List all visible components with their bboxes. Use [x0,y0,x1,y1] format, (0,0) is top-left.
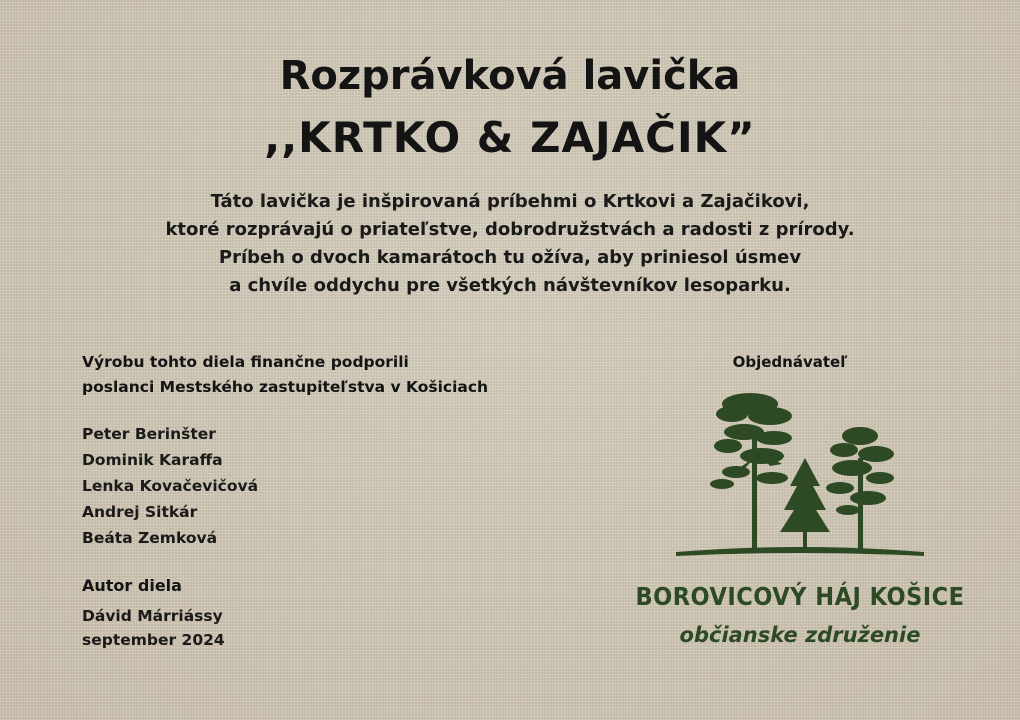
intro-line: Príbeh o dvoch kamarátoch tu ožíva, aby priniesol úsmev [218,247,802,268]
sponsor-line: poslanci Mestského zastupiteľstva v Košiciach [82,378,489,396]
sign-subtitle: ,,KRTKO & ZAJAČIK” [264,113,756,162]
client-label: Objednávateľ [732,353,848,371]
author-date: september 2024 [82,631,225,649]
intro-paragraph [40,188,980,300]
sponsor-line: Výrobu tohto diela finančne podporili [82,353,409,371]
sponsor-name: Andrej Sitkár [82,503,198,521]
sponsor-name: Peter Berinšter [82,425,216,443]
sign-title: Rozprávková lavička [279,53,741,99]
org-name: BOROVICOVÝ HÁJ KOŠICE [635,582,965,611]
intro-line: ktoré rozprávajú o priateľstve, dobrodružstvách a radosti z prírody. [165,219,855,240]
sponsor-name: Dominik Karaffa [82,451,223,469]
author-block [82,604,225,652]
sponsor-heading [82,350,642,400]
org-type: občianske združenie [679,623,921,647]
sponsor-names-list [82,421,482,551]
intro-line: Táto lavička je inšpirovaná príbehmi o Krtkovi a Zajačikovi, [210,191,810,212]
intro-line: a chvíle oddychu pre všetkých návštevníkov lesoparku. [229,275,791,296]
sponsor-name: Beáta Zemková [82,529,218,547]
pine-trees-logo-icon [670,388,930,560]
sponsor-name: Lenka Kovačevičová [82,477,259,495]
author-name: Dávid Márriássy [82,607,223,625]
author-heading: Autor diela [82,576,182,595]
